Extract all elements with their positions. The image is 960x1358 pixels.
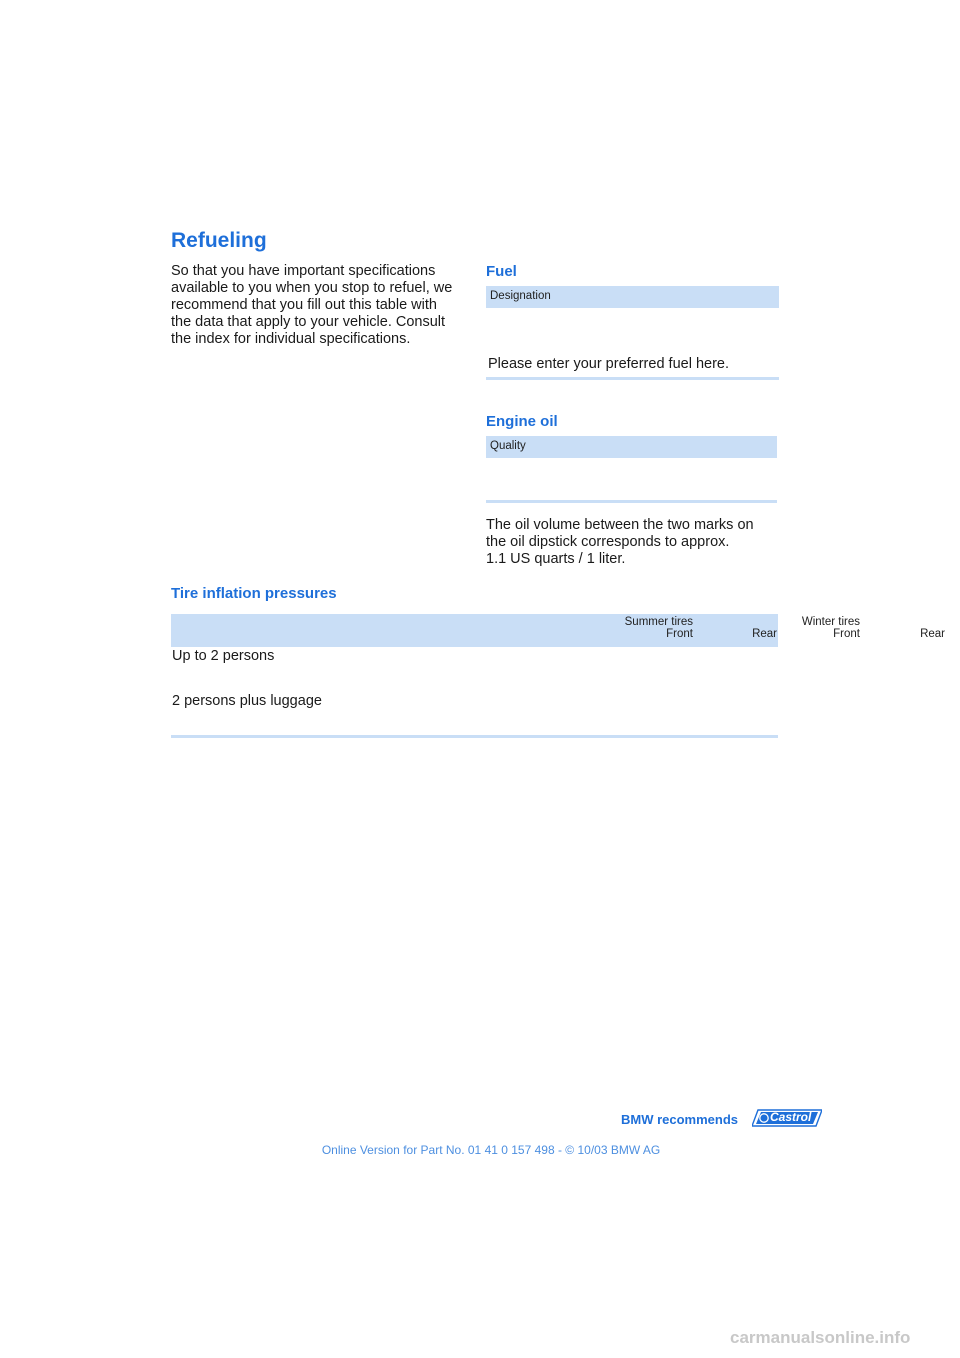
col-winter-rear: Rear (920, 628, 945, 640)
oil-quality-band (486, 436, 777, 458)
engine-oil-heading: Engine oil (486, 413, 558, 430)
tire-table-header (171, 614, 945, 647)
oil-note-line: The oil volume between the two marks on (486, 517, 754, 533)
footer-part-number: Online Version for Part No. 01 41 0 157 498 - © 10/03 BMW AG (321, 1143, 661, 1157)
oil-note-line: 1.1 US quarts / 1 liter. (486, 551, 626, 567)
intro-line: the index for individual specifications. (171, 331, 411, 347)
castrol-logo-text: Castrol (770, 1110, 812, 1124)
tire-row-label: 2 persons plus luggage (172, 693, 322, 709)
page-title: Refueling (171, 229, 267, 252)
castrol-logo-icon (752, 1109, 822, 1127)
oil-quality-label: Quality (490, 440, 526, 452)
oil-note (486, 517, 786, 568)
bmw-recommends-text: BMW recommends (621, 1112, 739, 1127)
intro-line: recommend that you fill out this table with (171, 297, 437, 313)
fuel-designation-band (486, 286, 779, 308)
oil-rule (486, 500, 777, 503)
col-winter-front: Front (833, 628, 860, 640)
fuel-rule (486, 377, 779, 380)
intro-line: the data that apply to your vehicle. Consult (171, 314, 446, 330)
fuel-designation-label: Designation (490, 290, 551, 302)
col-summer-rear: Rear (752, 628, 777, 640)
summer-tires-group: Summer tires (624, 616, 693, 628)
col-summer-front: Front (666, 628, 693, 640)
intro-line: available to you when you stop to refuel, we (171, 280, 453, 296)
intro-line: So that you have important specifications (171, 263, 436, 279)
tire-table-rule (171, 735, 778, 738)
fuel-heading: Fuel (486, 263, 517, 280)
intro-paragraph (171, 263, 471, 348)
winter-tires-group: Winter tires (801, 616, 860, 628)
oil-note-line: the oil dipstick corresponds to approx. (486, 534, 730, 550)
tire-row-label: Up to 2 persons (172, 648, 275, 664)
fuel-note: Please enter your preferred fuel here. (488, 356, 729, 372)
watermark-text: carmanualsonline.info (730, 1328, 911, 1347)
tire-pressures-heading: Tire inflation pressures (171, 585, 337, 602)
